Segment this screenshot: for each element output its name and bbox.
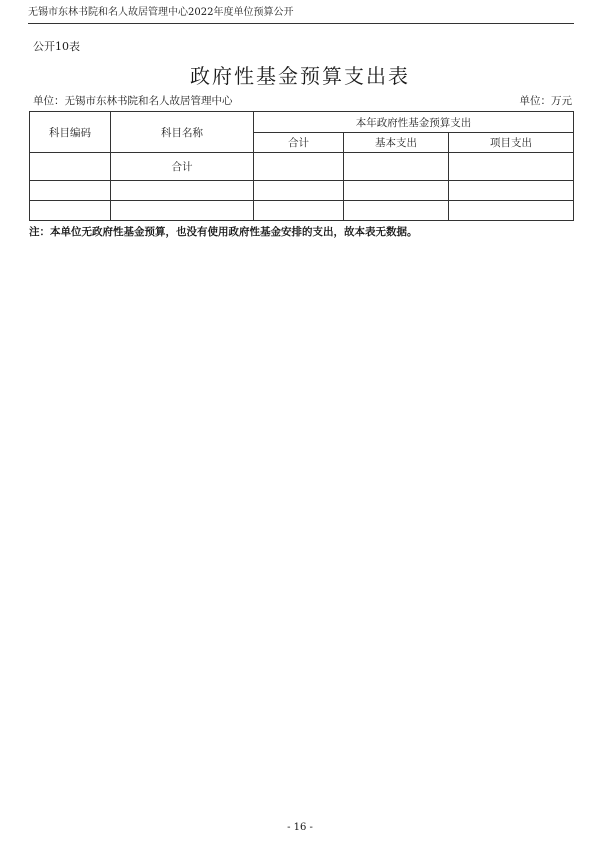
cell-name [111,181,254,201]
header-basic-expenditure: 基本支出 [344,133,449,153]
cell-total [254,153,344,181]
table-row [30,181,574,201]
unit-currency: 单位：万元 [519,95,572,107]
cell-code [30,181,111,201]
header-group-expenditure: 本年政府性基金预算支出 [254,112,574,133]
cell-project [449,181,574,201]
cell-project [449,153,574,181]
unit-organization: 单位：无锡市东林书院和名人故居管理中心 [33,95,233,107]
header-subject-name: 科目名称 [111,112,254,153]
header-subject-code: 科目编码 [30,112,111,153]
cell-name [111,201,254,221]
page-title: 政府性基金预算支出表 [190,64,410,88]
budget-table [29,111,574,221]
page-number: - 16 - [287,822,313,833]
cell-total [254,181,344,201]
header-project-expenditure: 项目支出 [449,133,574,153]
cell-basic [344,153,449,181]
cell-total [254,201,344,221]
table-row [30,201,574,221]
header-total: 合计 [254,133,344,153]
cell-basic [344,181,449,201]
cell-name: 合计 [111,153,254,181]
cell-basic [344,201,449,221]
table-note: 注：本单位无政府性基金预算，也没有使用政府性基金安排的支出，故本表无数据。 [29,226,418,238]
table-number: 公开10表 [33,40,80,53]
cell-code [30,153,111,181]
table-row [30,153,574,181]
cell-code [30,201,111,221]
cell-project [449,201,574,221]
running-header: 无锡市东林书院和名人故居管理中心2022年度单位预算公开 [28,6,574,24]
